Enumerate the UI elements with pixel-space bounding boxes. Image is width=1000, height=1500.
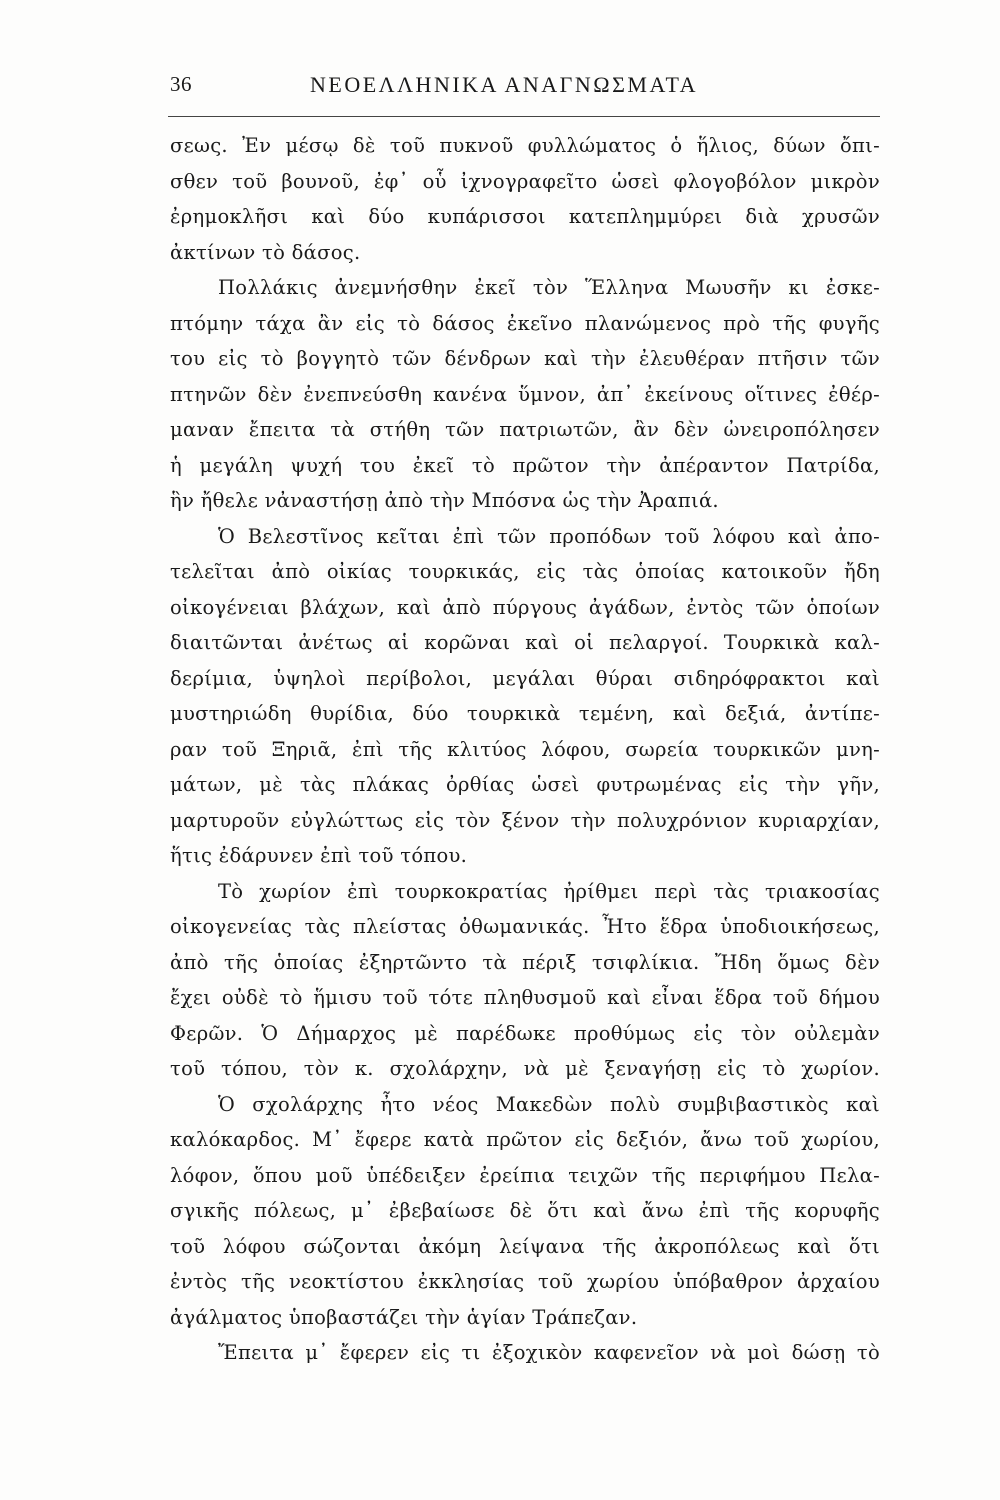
text-line: οἰκογενείας τὰς πλείστας ὀθωμανικάς. Ἦτο ἕδρα ὑποδιοικήσεως,: [170, 915, 880, 938]
text-line: ἥτις ἐδάρυνεν ἐπὶ τοῦ τόπου.: [170, 844, 468, 867]
text-line: τοῦ τόπου, τὸν κ. σχολάρχην, νὰ μὲ ξεναγήσῃ εἰς τὸ χωρίον.: [170, 1057, 880, 1080]
text-line: ἔχει οὐδὲ τὸ ἥμισυ τοῦ τότε πληθυσμοῦ καὶ εἶναι ἕδρα τοῦ δήμου: [170, 986, 880, 1009]
running-title: ΝΕΟΕΛΛΗΝΙΚΑ ΑΝΑΓΝΩΣΜΑΤΑ: [310, 72, 699, 97]
text-line: ἀγάλματος ὑποβαστάζει τὴν ἁγίαν Τράπεζαν.: [170, 1305, 638, 1329]
text-line: τελεῖται ἀπὸ οἰκίας τουρκικάς, εἰς τὰς ὁποίας κατοικοῦν ἤδη: [170, 560, 880, 583]
text-line: του εἰς τὸ βογγητὸ τῶν δένδρων καὶ τὴν ἐλευθέραν πτῆσιν τῶν: [170, 347, 880, 370]
text-line: Πολλάκις ἀνεμνήσθην ἐκεῖ τὸν Ἕλληνα Μωυσῆν κι ἐσκε-: [218, 276, 880, 299]
text-line: σθεν τοῦ βουνοῦ, ἐφ᾽ οὗ ἰχνογραφεῖτο ὡσεὶ φλογοβόλον μικρὸν: [170, 169, 880, 193]
text-line: πτηνῶν δὲν ἐνεπνεύσθη κανένα ὕμνον, ἀπ᾽ ἐκείνους οἵτινες ἐθέρ-: [170, 382, 880, 406]
text-line: ἣν ἤθελε νἀναστήσῃ ἀπὸ τὴν Μπόσνα ὡς τὴν Ἀραπιά.: [170, 489, 719, 512]
text-line: μάτων, μὲ τὰς πλάκας ὀρθίας ὡσεὶ φυτρωμένας εἰς τὴν γῆν,: [170, 773, 880, 796]
text-line: Ὁ σχολάρχης ἦτο νέος Μακεδὼν πολὺ συμβιβαστικὸς καὶ: [218, 1092, 880, 1116]
text-line: οἰκογένειαι βλάχων, καὶ ἀπὸ πύργους ἀγάδων, ἐντὸς τῶν ὁποίων: [170, 595, 880, 619]
text-line: λόφον, ὅπου μοῦ ὑπέδειξεν ἐρείπια τειχῶν τῆς περιφήμου Πελα-: [170, 1163, 880, 1187]
text-line: ἐρημοκλῆσι καὶ δύο κυπάρισσοι κατεπλημμύρει διὰ χρυσῶν: [170, 205, 880, 228]
text-line: μαναν ἔπειτα τὰ στήθη τῶν πατριωτῶν, ἂν δὲν ὠνειροπόλησεν: [170, 418, 880, 441]
text-line: μυστηριώδη θυρίδια, δύο τουρκικὰ τεμένη, καὶ δεξιά, ἀντίπε-: [170, 702, 880, 725]
text-line: καλόκαρδος. Μ᾽ ἔφερε κατὰ πρῶτον εἰς δεξιόν, ἄνω τοῦ χωρίου,: [170, 1128, 880, 1151]
body-text: [170, 128, 880, 1371]
text-line: Τὸ χωρίον ἐπὶ τουρκοκρατίας ἠρίθμει περὶ τὰς τριακοσίας: [218, 879, 880, 903]
text-line: ἀπὸ τῆς ὁποίας ἐξηρτῶντο τὰ πέριξ τσιφλίκια. Ἤδη ὅμως δὲν: [170, 950, 880, 974]
page-number: 36: [170, 72, 192, 96]
header-rule: [168, 116, 880, 117]
text-line: μαρτυροῦν εὐγλώττως εἰς τὸν ξένον τὴν πολυχρόνιον κυριαρχίαν,: [170, 808, 880, 832]
text-line: πτόμην τάχα ἂν εἰς τὸ δάσος ἐκεῖνο πλανώμενος πρὸ τῆς φυγῆς: [170, 311, 880, 335]
text-line: δερίμια, ὑψηλοὶ περίβολοι, μεγάλαι θύραι σιδηρόφρακτοι καὶ: [170, 666, 880, 690]
text-line: σεως. Ἐν μέσῳ δὲ τοῦ πυκνοῦ φυλλώματος ὁ ἥλιος, δύων ὄπι-: [170, 134, 880, 157]
text-line: ἡ μεγάλη ψυχή του ἐκεῖ τὸ πρῶτον τὴν ἀπέραντον Πατρίδα,: [170, 453, 880, 477]
text-line: σγικῆς πόλεως, μ᾽ ἐβεβαίωσε δὲ ὅτι καὶ ἄνω ἐπὶ τῆς κορυφῆς: [170, 1199, 880, 1222]
text-line: Ἔπειτα μ᾽ ἔφερεν εἰς τι ἐξοχικὸν καφενεῖον νὰ μοὶ δώσῃ τὸ: [218, 1341, 880, 1364]
page-header: [170, 72, 880, 112]
text-line: τοῦ λόφου σώζονται ἀκόμη λείψανα τῆς ἀκροπόλεως καὶ ὅτι: [170, 1234, 880, 1258]
text-line: ραν τοῦ Ξηριᾶ, ἐπὶ τῆς κλιτύος λόφου, σωρεία τουρκικῶν μνη-: [170, 737, 880, 761]
text-line: ἐντὸς τῆς νεοκτίστου ἐκκλησίας τοῦ χωρίου ὑπόβαθρον ἀρχαίου: [170, 1270, 880, 1293]
text-line: διαιτῶνται ἀνέτως αἱ κορῶναι καὶ οἱ πελαργοί. Τουρκικὰ καλ-: [170, 631, 880, 654]
text-line: Φερῶν. Ὁ Δήμαρχος μὲ παρέδωκε προθύμως εἰς τὸν οὐλεμὰν: [170, 1021, 880, 1045]
text-line: Ὁ Βελεστῖνος κεῖται ἐπὶ τῶν προπόδων τοῦ λόφου καὶ ἀπο-: [218, 524, 880, 548]
text-line: ἀκτίνων τὸ δάσος.: [170, 240, 361, 264]
